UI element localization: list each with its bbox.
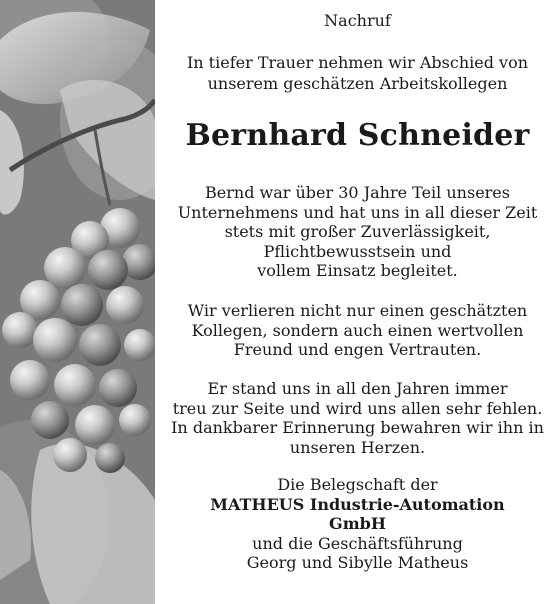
company-legal-form: GmbH: [329, 514, 386, 534]
signature-line: Die Belegschaft der: [277, 475, 438, 494]
intro-text: [170, 52, 545, 94]
paragraph-line: stets mit großer Zuverlässigkeit,: [224, 222, 491, 242]
obituary-heading: Nachruf: [324, 11, 391, 30]
grapes-illustration: [0, 0, 155, 604]
signature-line: und die Geschäftsführung: [252, 533, 463, 553]
deceased-name: Bernhard Schneider: [185, 118, 530, 153]
grape-vine-photo: [0, 0, 155, 604]
obituary-text: [170, 0, 545, 604]
company-name: MATHEUS Industrie-Automation: [210, 494, 505, 514]
paragraph-line: Freund und engen Vertrauten.: [233, 340, 482, 360]
paragraph-line: Er stand uns in all den Jahren immer: [207, 379, 508, 398]
tribute-paragraph-1: [170, 183, 545, 281]
signature-block: [170, 475, 545, 573]
intro-line: In tiefer Trauer nehmen wir Abschied von: [186, 53, 529, 72]
paragraph-line: In dankbarer Erinnerung bewahren wir ihn in: [171, 418, 544, 438]
paragraph-line: Kollegen, sondern auch einen wertvollen: [191, 320, 524, 340]
signature-names: Georg und Sibylle Matheus: [246, 553, 469, 573]
paragraph-line: Unternehmens und hat uns in all dieser Zeit: [177, 202, 538, 222]
paragraph-line: unseren Herzen.: [289, 437, 426, 457]
paragraph-line: Pflichtbewusstsein und: [263, 241, 452, 261]
paragraph-line: treu zur Seite und wird uns allen sehr fehlen.: [172, 398, 543, 418]
intro-line: unserem geschätzen Arbeitskollegen: [207, 74, 508, 93]
tribute-paragraph-3: [170, 379, 545, 457]
paragraph-line: vollem Einsatz begleitet.: [257, 261, 458, 281]
paragraph-line: Wir verlieren nicht nur einen geschätzten: [187, 301, 528, 320]
tribute-paragraph-2: [170, 301, 545, 360]
paragraph-line: Bernd war über 30 Jahre Teil unseres: [205, 183, 510, 202]
